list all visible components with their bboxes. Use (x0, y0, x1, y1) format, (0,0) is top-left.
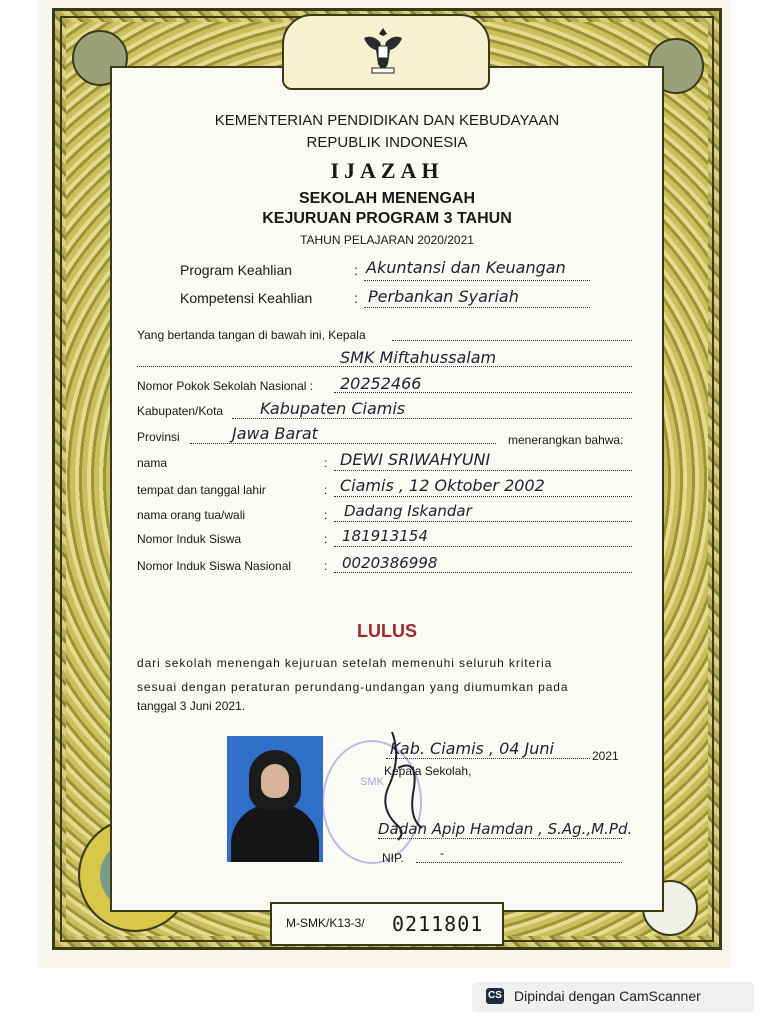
competency-value: Perbankan Syariah (368, 287, 519, 306)
field-value-birth: Ciamis , 12 Oktober 2002 (340, 476, 545, 495)
program-value: Akuntansi dan Keuangan (366, 258, 566, 277)
field-value-nis: 181913154 (342, 527, 428, 545)
program-colon: : (354, 262, 358, 278)
republic-title: REPUBLIK INDONESIA (306, 134, 468, 151)
sign-place-date: Kab. Ciamis , 04 Juni (390, 739, 554, 758)
npsn-dotted-line (334, 392, 632, 393)
serial-number: 0211801 (392, 912, 484, 936)
field-label-nisn: Nomor Induk Siswa Nasional (137, 559, 292, 573)
result-line-2: sesuai dengan peraturan perundang-undangan yang diumumkan pada (137, 680, 569, 694)
principal-name: Dadan Apip Hamdan , S.Ag.,M.Pd. (378, 820, 633, 838)
field-value-name: DEWI SRIWAHYUNI (340, 450, 491, 469)
province-dotted-line (190, 443, 496, 444)
field-value-parent: Dadang Iskandar (344, 502, 472, 520)
result-line-1: dari sekolah menengah kejuruan setelah memenuhi seluruh kriteria (137, 656, 553, 670)
student-photo (227, 736, 323, 862)
field-value-nisn: 0020386998 (342, 554, 438, 572)
field-dotted-line (334, 496, 632, 497)
school-type-line-2: KEJURUAN PROGRAM 3 TAHUN (262, 210, 512, 227)
competency-label: Kompetensi Keahlian (180, 290, 313, 306)
nip-label: NIP. (382, 851, 404, 865)
competency-colon: : (354, 290, 358, 306)
sign-year: 2021 (592, 749, 619, 763)
field-label-name: nama (137, 456, 168, 470)
school-dotted-line (137, 366, 632, 367)
result-line-3: tanggal 3 Juni 2021. (137, 699, 246, 713)
document-title: IJAZAH (330, 158, 444, 183)
school-name: SMK Miftahussalam (340, 348, 497, 367)
competency-dotted-line (364, 307, 590, 308)
camscanner-text: Dipindai dengan CamScanner (514, 988, 701, 1004)
regency-dotted-line (232, 418, 632, 419)
npsn-value: 20252466 (340, 374, 422, 393)
school-type-line-1: SEKOLAH MENENGAH (298, 190, 475, 207)
field-dotted-line (334, 546, 632, 547)
field-colon: : (324, 532, 328, 546)
province-label: Provinsi (137, 430, 180, 444)
intro-dotted-line (392, 340, 632, 341)
field-colon: : (324, 483, 328, 497)
field-dotted-line (334, 470, 632, 471)
principal-dotted-line (378, 838, 622, 839)
stamp-text: SMK (360, 776, 384, 788)
field-label-nis: Nomor Induk Siswa (137, 532, 242, 546)
field-colon: : (324, 456, 328, 470)
npsn-label: Nomor Pokok Sekolah Nasional : (137, 379, 314, 393)
serial-code: M-SMK/K13-3/ (286, 916, 365, 930)
regency-label: Kabupaten/Kota (137, 404, 224, 418)
field-label-parent: nama orang tua/wali (137, 508, 246, 522)
declares-label: menerangkan bahwa: (508, 433, 624, 447)
sign-role: Kepala Sekolah, (384, 764, 472, 778)
program-dotted-line (364, 280, 590, 281)
garuda-pancasila-icon (360, 24, 406, 76)
nip-value: - (440, 846, 444, 860)
regency-value: Kabupaten Ciamis (260, 399, 406, 418)
ministry-title: KEMENTERIAN PENDIDIKAN DAN KEBUDAYAAN (214, 112, 560, 129)
nip-dotted-line (416, 862, 622, 863)
academic-year: TAHUN PELAJARAN 2020/2021 (300, 233, 474, 247)
field-dotted-line (334, 521, 632, 522)
province-value: Jawa Barat (232, 424, 318, 443)
intro-text: Yang bertanda tangan di bawah ini, Kepala (137, 328, 366, 342)
status-lulus: LULUS (357, 621, 417, 641)
field-label-birth: tempat dan tanggal lahir (137, 483, 266, 497)
camscanner-logo-icon: CS (486, 988, 504, 1004)
field-colon: : (324, 508, 328, 522)
field-dotted-line (334, 572, 632, 573)
field-colon: : (324, 559, 328, 573)
program-label: Program Keahlian (180, 262, 293, 278)
